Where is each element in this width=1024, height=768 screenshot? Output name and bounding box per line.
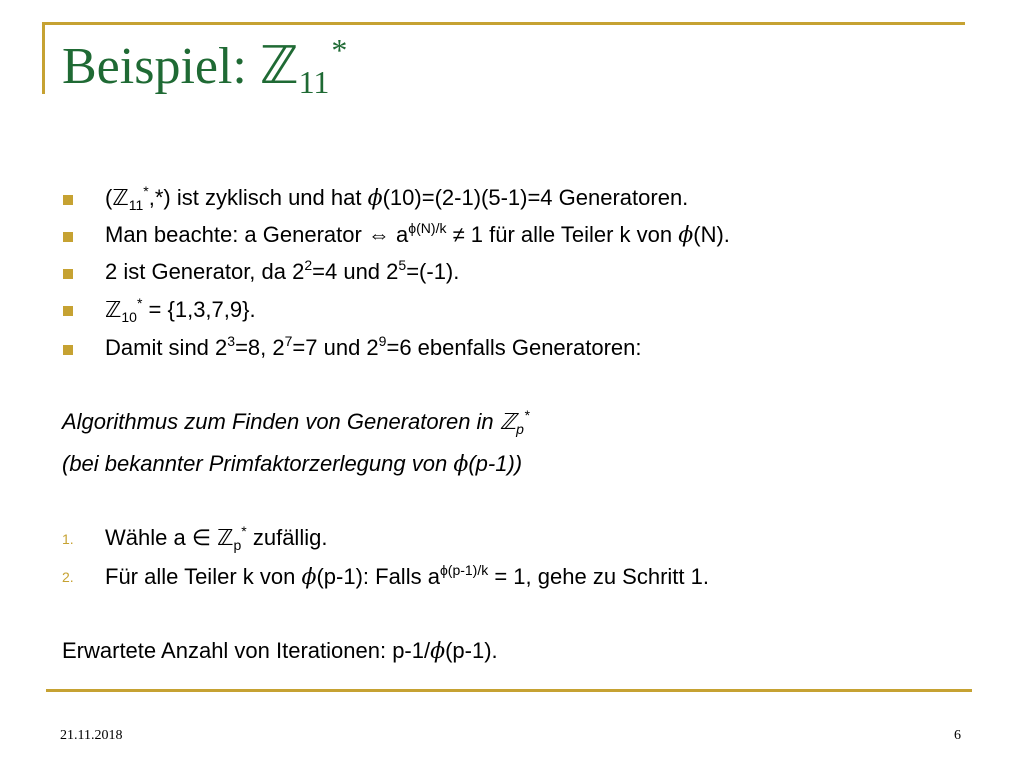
- bullet-item: Man beachte: a Generator ⇔ $a^{\phi(N)/k} \ne 1$ für alle Teiler k von ϕ(N).: [105, 220, 730, 248]
- slide-title: Beispiel: ℤ$_{11}$*: [62, 32, 348, 100]
- step-number: 1.: [62, 531, 74, 547]
- step-item: Wähle a ∈ ℤ$_p$* zufällig.: [105, 523, 328, 553]
- bullet-item: ℤ$_{10}$* = {1,3,7,9}.: [105, 295, 256, 325]
- bullet-item: (ℤ$_{11}$*,*) ist zyklisch und hat ϕ(10)=(2-1)(5-1)=4 Generatoren.: [105, 183, 689, 213]
- bullet-marker: [63, 232, 73, 242]
- footer-date: 21.11.2018: [60, 728, 123, 743]
- bullet-marker: [63, 195, 73, 205]
- algorithm-subheading: (bei bekannter Primfaktorzerlegung von ϕ(p-1)): [62, 451, 523, 477]
- algorithm-heading: Algorithmus zum Finden von Generatoren in ℤ$_p$*: [62, 407, 530, 437]
- step-item: Für alle Teiler k von ϕ(p-1): Falls $a^{\phi(p-1)/k} = 1$, gehe zu Schritt 1.: [105, 562, 709, 590]
- bottom-rule: [46, 689, 972, 692]
- expected-iterations: Erwartete Anzahl von Iterationen: p-1/ϕ(p-1).: [62, 638, 498, 664]
- bullet-item: Damit sind $2^3=8$, $2^7=7$ und $2^9=6$ ebenfalls Generatoren:: [105, 333, 642, 360]
- bullet-item: 2 ist Generator, da $2^2=4$ und $2^5=(-1)$.: [105, 257, 460, 284]
- bullet-marker: [63, 306, 73, 316]
- left-rule: [42, 22, 45, 94]
- page-number: 6: [954, 728, 961, 743]
- bullet-marker: [63, 345, 73, 355]
- top-rule: [42, 22, 965, 25]
- bullet-marker: [63, 269, 73, 279]
- step-number: 2.: [62, 569, 74, 585]
